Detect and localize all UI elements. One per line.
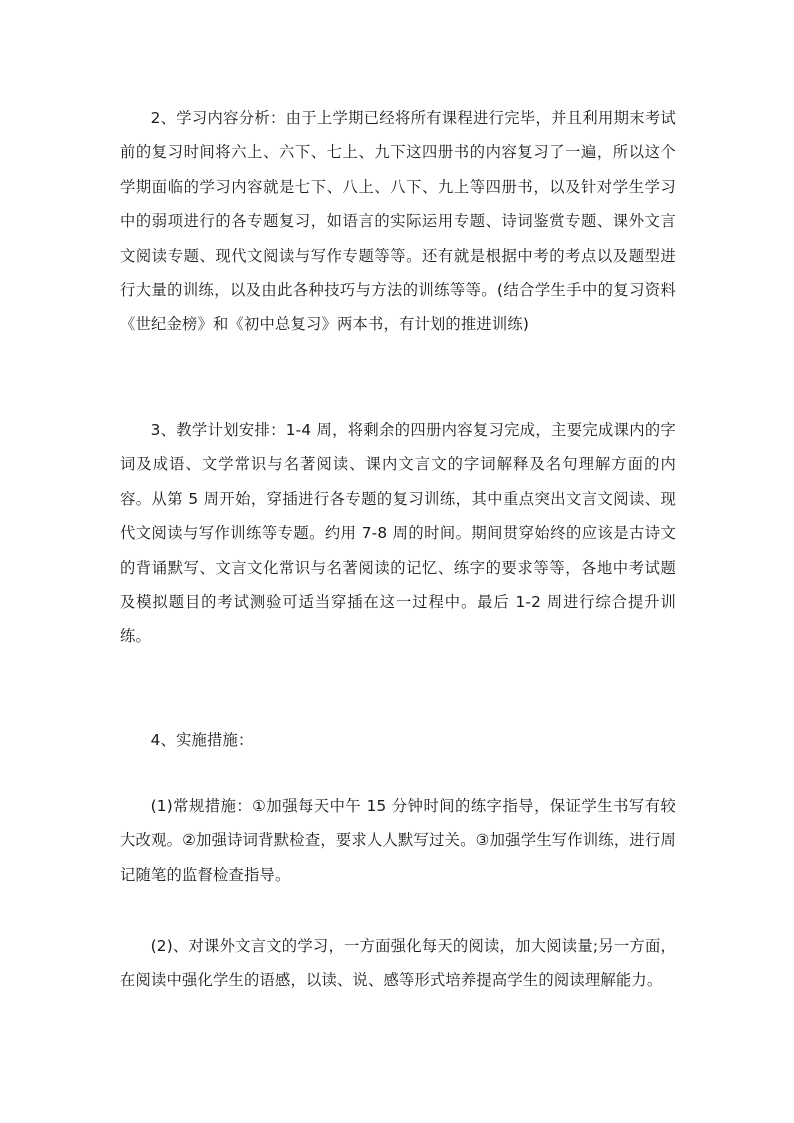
paragraph-measures-heading: 4、实施措施： [150, 731, 254, 749]
paragraph-classical-reading: (2)、对课外文言文的学习，一方面强化每天的阅读，加大阅读量;另一方面，在阅读中强化学生的语感，以读、说、感等形式培养提高学生的阅读理解能力。 [120, 937, 676, 990]
paragraph-routine-measures: (1)常规措施：①加强每天中午 15 分钟时间的练字指导，保证学生书写有较大改观。②加强诗词背默检查，要求人人默写过关。③加强学生写作训练，进行周记随笔的监督检查指导。 [120, 797, 676, 884]
paragraph-content-analysis: 2、学习内容分析：由于上学期已经将所有课程进行完毕，并且利用期末考试前的复习时间将六上、六下、七上、九下这四册书的内容复习了一遍，所以这个学期面临的学习内容就是七下、八上、八下、九上等四册书，以及针对学生学习中的弱项进行的各专题复习，如语言的实际运用专题、诗词鉴赏专题、课外文言文阅读专题、现代文阅读与写作专题等等。还有就是根据中考的考点以及题型进行大量的训练，以及由此各种技巧与方法的训练等等。(结合学生手中的复习资料《世纪金榜》和《初中总复习》两本书，有计划的推进训练) [120, 109, 676, 334]
paragraph-teaching-schedule: 3、教学计划安排：1-4 周，将剩余的四册内容复习完成，主要完成课内的字词及成语、文学常识与名著阅读、课内文言文的字词解释及名句理解方面的内容。从第 5 周开始，穿插进行各专题的复习训练，其中重点突出文言文阅读、现代文阅读与写作训练等专题。约用 7-8 周的时间。期间贯穿始终的应该是古诗文的背诵默写、文言文化常识与名著阅读的记忆、练字的要求等等，各地中考试题及模拟题目的考试测验可适当穿插在这一过程中。最后 1-2 周进行综合提升训练。 [120, 421, 676, 646]
